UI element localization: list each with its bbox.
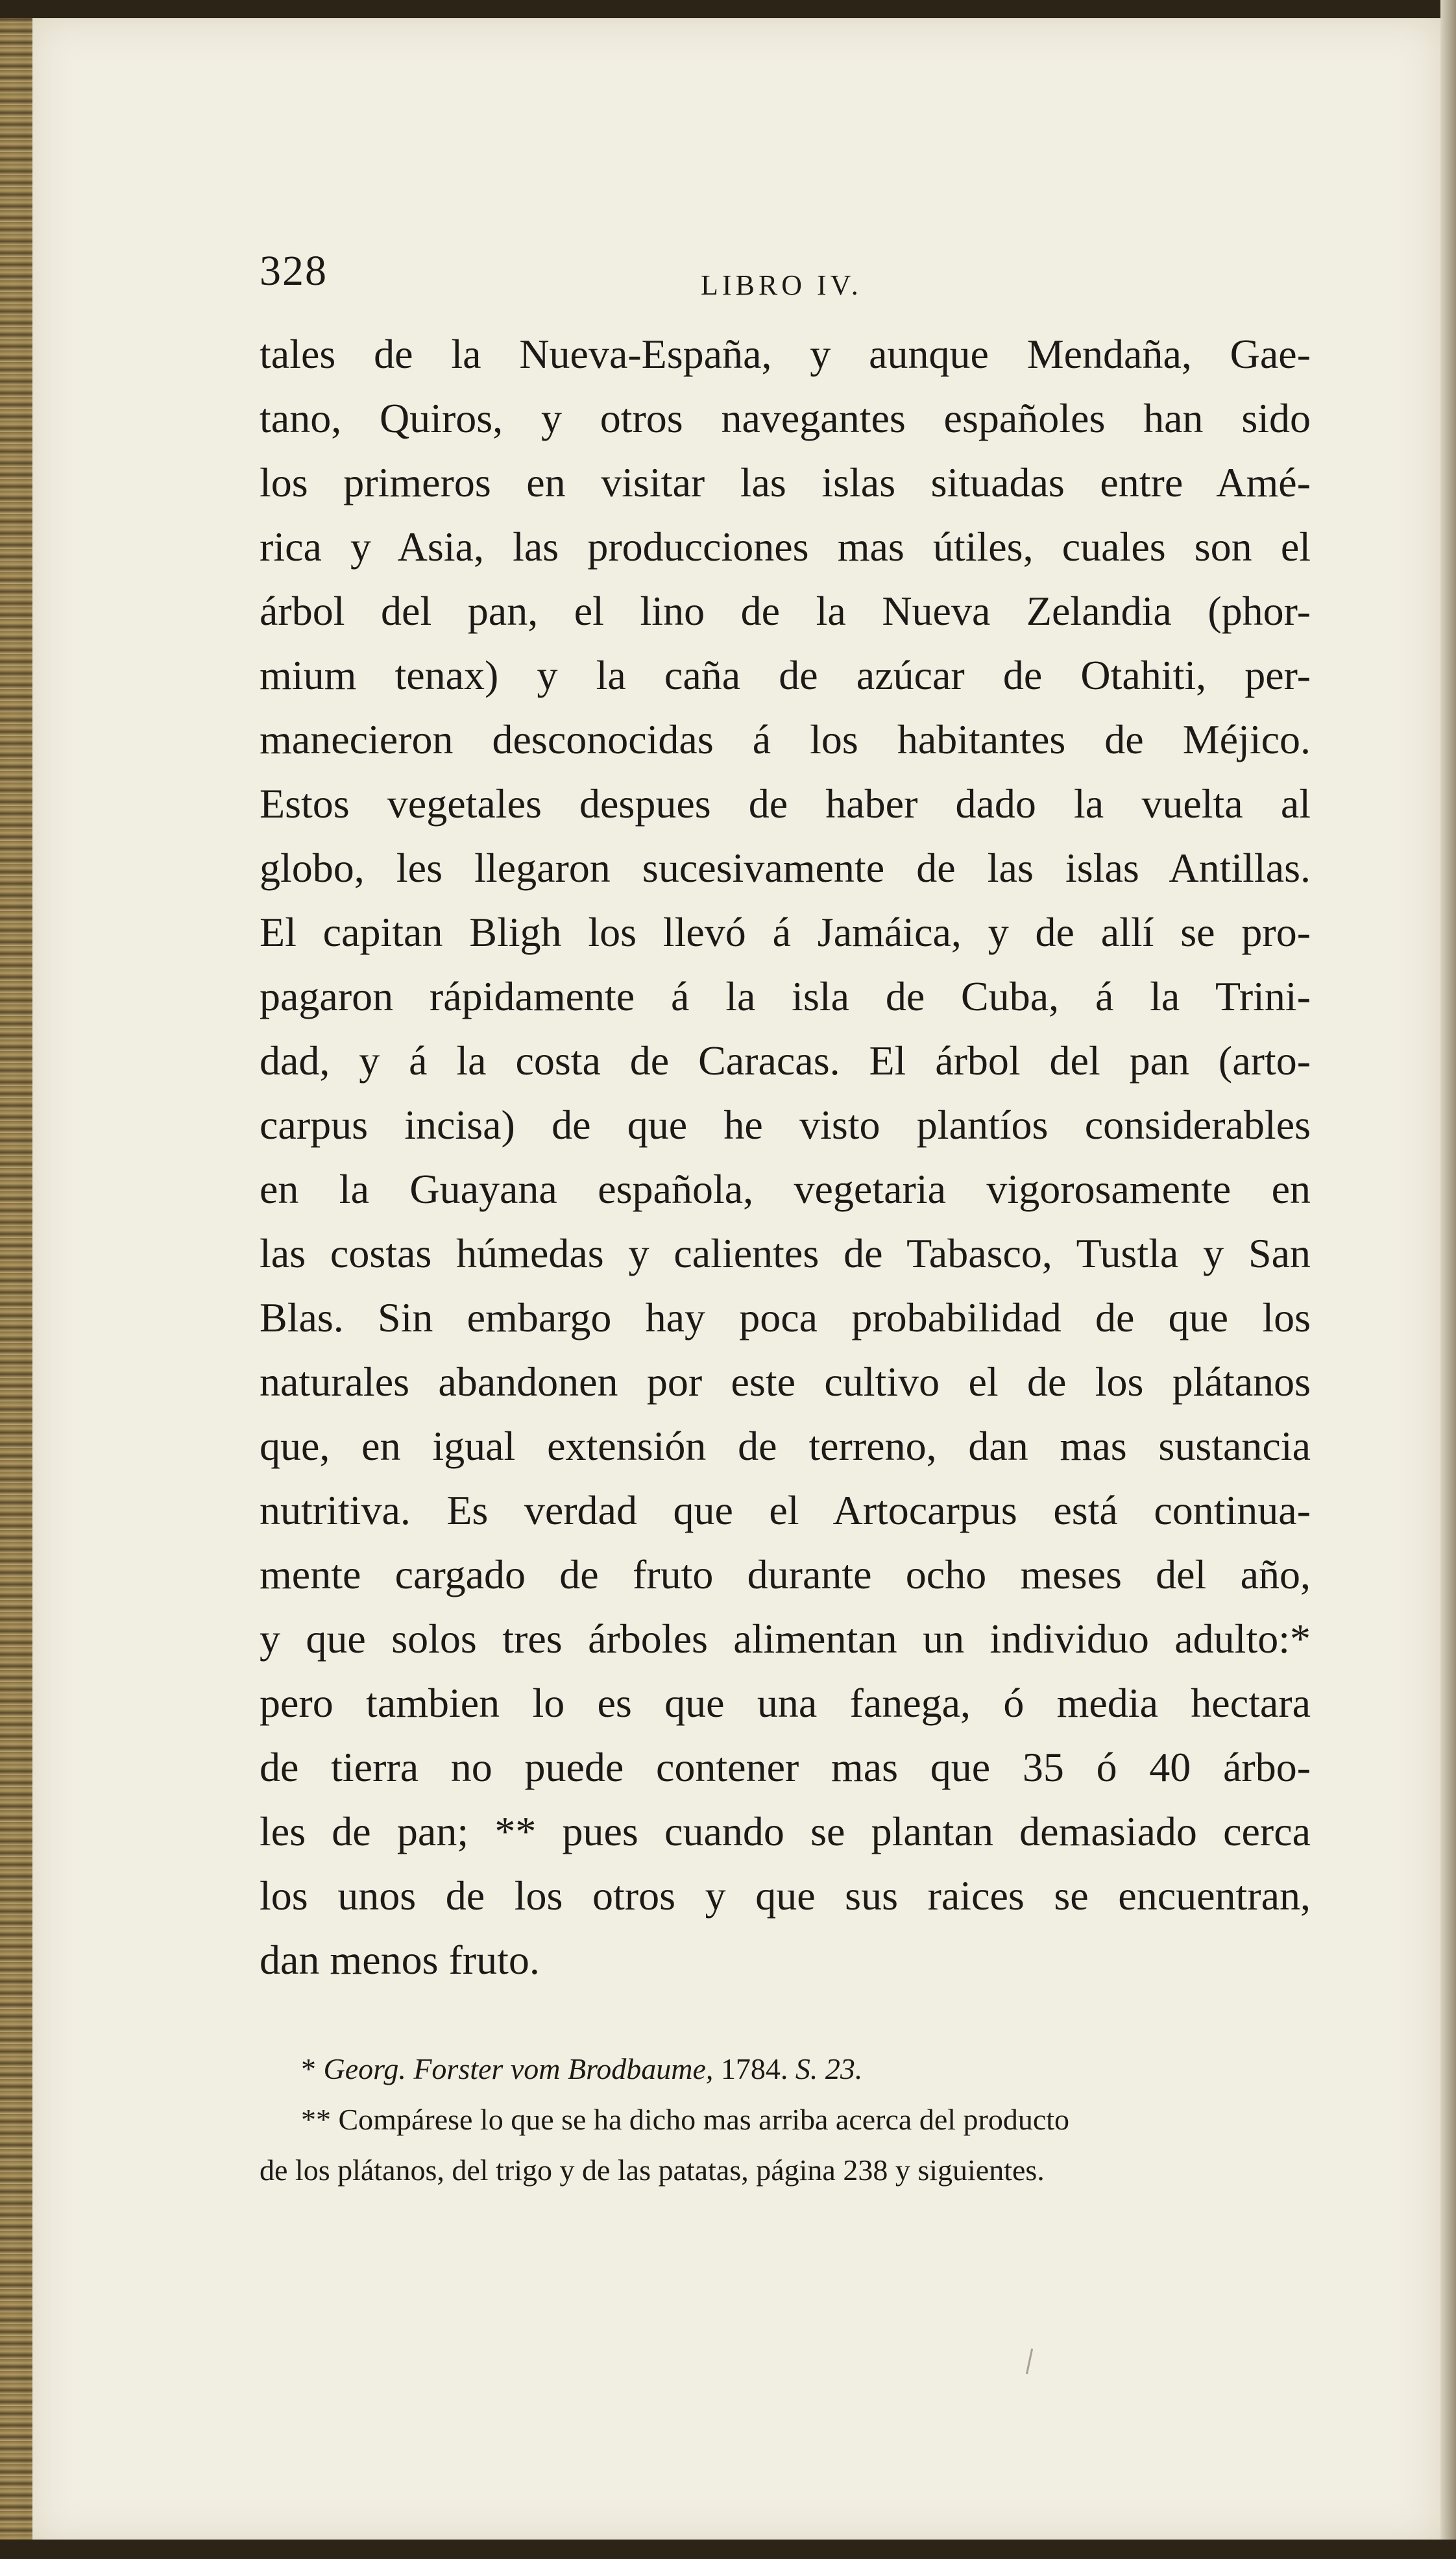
text-line: rica y Asia, las producciones mas útiles, cuales son el bbox=[260, 524, 1311, 570]
footnote-1-year: 1784. bbox=[720, 2052, 788, 2085]
body-text bbox=[260, 322, 1311, 1992]
book-edge-top bbox=[0, 0, 1456, 18]
text-line: en la Guayana española, vegetaria vigorosamente en bbox=[260, 1166, 1311, 1212]
text-line: nutritiva. Es verdad que el Artocarpus está continua- bbox=[260, 1487, 1311, 1533]
text-line: las costas húmedas y calientes de Tabasco, Tustla y San bbox=[260, 1230, 1311, 1276]
text-line: Estos vegetales despues de haber dado la vuelta al bbox=[260, 781, 1311, 827]
text-line: de tierra no puede contener mas que 35 ó 40 árbo- bbox=[260, 1744, 1311, 1790]
footnote-2-line: de los plátanos, del trigo y de las patatas, página 238 y siguientes. bbox=[260, 2153, 1045, 2187]
text-line: pagaron rápidamente á la isla de Cuba, á la Trini- bbox=[260, 973, 1311, 1019]
footnote-1-page: S. 23. bbox=[795, 2052, 863, 2085]
running-head bbox=[260, 247, 1311, 311]
footnote-2-line: ** Compárese lo que se ha dicho mas arriba acerca del producto bbox=[301, 2103, 1070, 2136]
text-line: El capitan Bligh los llevó á Jamáica, y de allí se pro- bbox=[260, 909, 1311, 955]
text-line: les de pan; ** pues cuando se plantan demasiado cerca bbox=[260, 1808, 1311, 1854]
text-line: Blas. Sin embargo hay poca probabilidad de que los bbox=[260, 1294, 1311, 1340]
page-edge-left bbox=[0, 0, 32, 2559]
footnote-1-reference: Georg. Forster vom Brodbaume, bbox=[323, 2052, 714, 2085]
running-title: LIBRO IV. bbox=[701, 269, 862, 301]
footnote-marker: * bbox=[301, 2052, 316, 2085]
page-edge-right bbox=[1440, 0, 1456, 2559]
text-line: árbol del pan, el lino de la Nueva Zelandia (phor- bbox=[260, 588, 1311, 634]
page-number: 328 bbox=[260, 247, 328, 295]
text-line: tales de la Nueva-España, y aunque Mendaña, Gae- bbox=[260, 331, 1311, 377]
text-line: pero tambien lo es que una fanega, ó media hectara bbox=[260, 1680, 1311, 1726]
text-line: los unos de los otros y que sus raices se encuentran, bbox=[260, 1873, 1311, 1919]
text-line: dad, y á la costa de Caracas. El árbol del pan (arto- bbox=[260, 1037, 1311, 1084]
book-edge-bottom bbox=[0, 2540, 1456, 2559]
text-line: y que solos tres árboles alimentan un individuo adulto:* bbox=[260, 1616, 1311, 1662]
text-line: que, en igual extensión de terreno, dan mas sustancia bbox=[260, 1423, 1311, 1469]
text-line: naturales abandonen por este cultivo el de los plátanos bbox=[260, 1359, 1311, 1405]
text-line: tano, Quiros, y otros navegantes españoles han sido bbox=[260, 395, 1311, 441]
footnotes bbox=[260, 2044, 1311, 2196]
text-line: mente cargado de fruto durante ocho meses del año, bbox=[260, 1551, 1311, 1597]
footnote-1 bbox=[260, 2044, 1311, 2094]
text-line: carpus incisa) de que he visto plantíos considerables bbox=[260, 1102, 1311, 1148]
text-line: dan menos fruto. bbox=[260, 1937, 540, 1983]
text-line: los primeros en visitar las islas situadas entre Amé- bbox=[260, 459, 1311, 505]
text-line: globo, les llegaron sucesivamente de las islas Antillas. bbox=[260, 845, 1311, 891]
text-line: mium tenax) y la caña de azúcar de Otahiti, per- bbox=[260, 652, 1311, 698]
text-line: manecieron desconocidas á los habitantes de Méjico. bbox=[260, 716, 1311, 762]
